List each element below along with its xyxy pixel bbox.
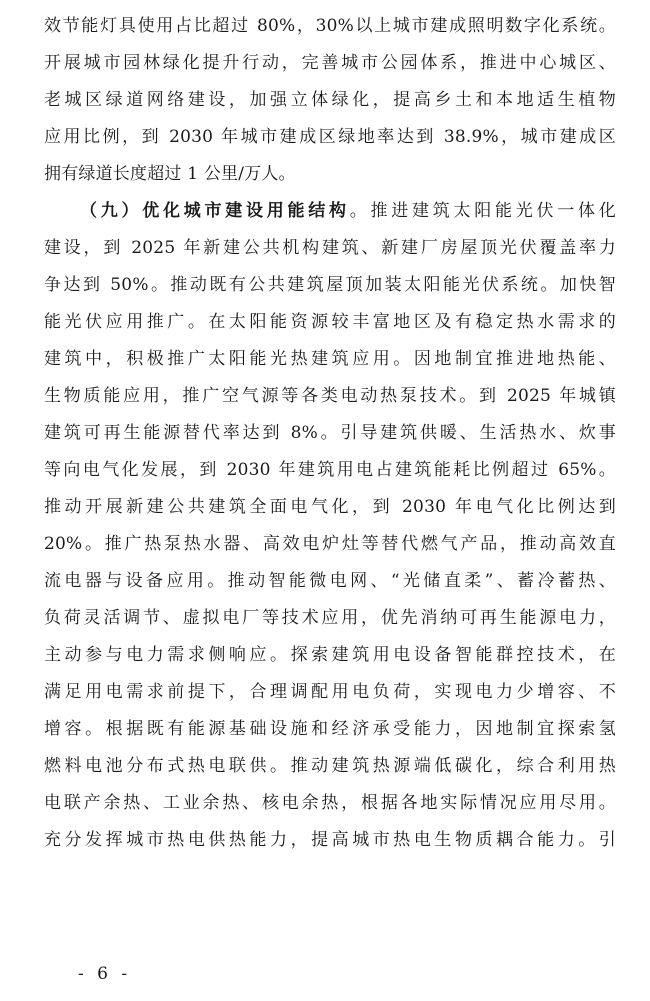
text-line: 增容。根据既有能源基础设施和经济承受能力，因地制宜探索氢	[44, 719, 616, 739]
text-line: 燃料电池分布式热电联供。推动建筑热源端低碳化，综合利用热	[44, 756, 616, 776]
text-line: 电联产余热、工业余热、核电余热，根据各地实际情况应用尽用。	[44, 793, 616, 813]
section-first-line	[44, 193, 616, 230]
text-line: 建筑可再生能源替代率达到 8%。引导建筑供暖、生活热水、炊事	[44, 423, 616, 443]
text-line: 建设，到 2025 年新建公共机构建筑、新建厂房屋顶光伏覆盖率力	[44, 238, 616, 258]
text-line: 争达到 50%。推动既有公共建筑屋顶加装太阳能光伏系统。加快智	[44, 275, 616, 295]
text-line: 20%。推广热泵热水器、高效电炉灶等替代燃气产品，推动高效直	[44, 534, 616, 554]
text-line: 生物质能应用，推广空气源等各类电动热泵技术。到 2025 年城镇	[44, 386, 616, 406]
text-line: 满足用电需求前提下，合理调配用电负荷，实现电力少增容、不	[44, 682, 616, 702]
text-line: 老城区绿道网络建设，加强立体绿化，提高乡土和本地适生植物	[44, 90, 616, 110]
text-line: 能光伏应用推广。在太阳能资源较丰富地区及有稳定热水需求的	[44, 312, 616, 332]
text-line: 效节能灯具使用占比超过 80%，30%以上城市建成照明数字化系统。	[44, 16, 616, 36]
section-heading: （九）优化城市建设用能结构	[80, 201, 350, 221]
text-line: 主动参与电力需求侧响应。探索建筑用电设备智能群控技术，在	[44, 645, 616, 665]
text-line: 负荷灵活调节、虚拟电厂等技术应用，优先消纳可再生能源电力，	[44, 608, 616, 628]
text-line: 等向电气化发展，到 2030 年建筑用电占建筑能耗比例超过 65%。	[44, 460, 616, 480]
text-line: 推动开展新建公共建筑全面电气化，到 2030 年电气化比例达到	[44, 497, 616, 517]
text-line: 开展城市园林绿化提升行动，完善城市公园体系，推进中心城区、	[44, 53, 616, 73]
document-page	[44, 8, 616, 859]
page-number: - 6 -	[78, 964, 132, 984]
text-line: 充分发挥城市热电供热能力，提高城市热电生物质耦合能力。引	[44, 830, 616, 850]
text-line: 流电器与设备应用。推动智能微电网、“光储直柔”、蓄冷蓄热、	[44, 571, 616, 591]
text-line: 建筑中，积极推广太阳能光热建筑应用。因地制宜推进地热能、	[44, 349, 616, 369]
text-line: 应用比例，到 2030 年城市建成区绿地率达到 38.9%，城市建成区	[44, 127, 616, 147]
section-first-line-text: 。推进建筑太阳能光伏一体化	[349, 201, 616, 221]
text-line: 拥有绿道长度超过 1 公里/万人。	[44, 164, 296, 184]
